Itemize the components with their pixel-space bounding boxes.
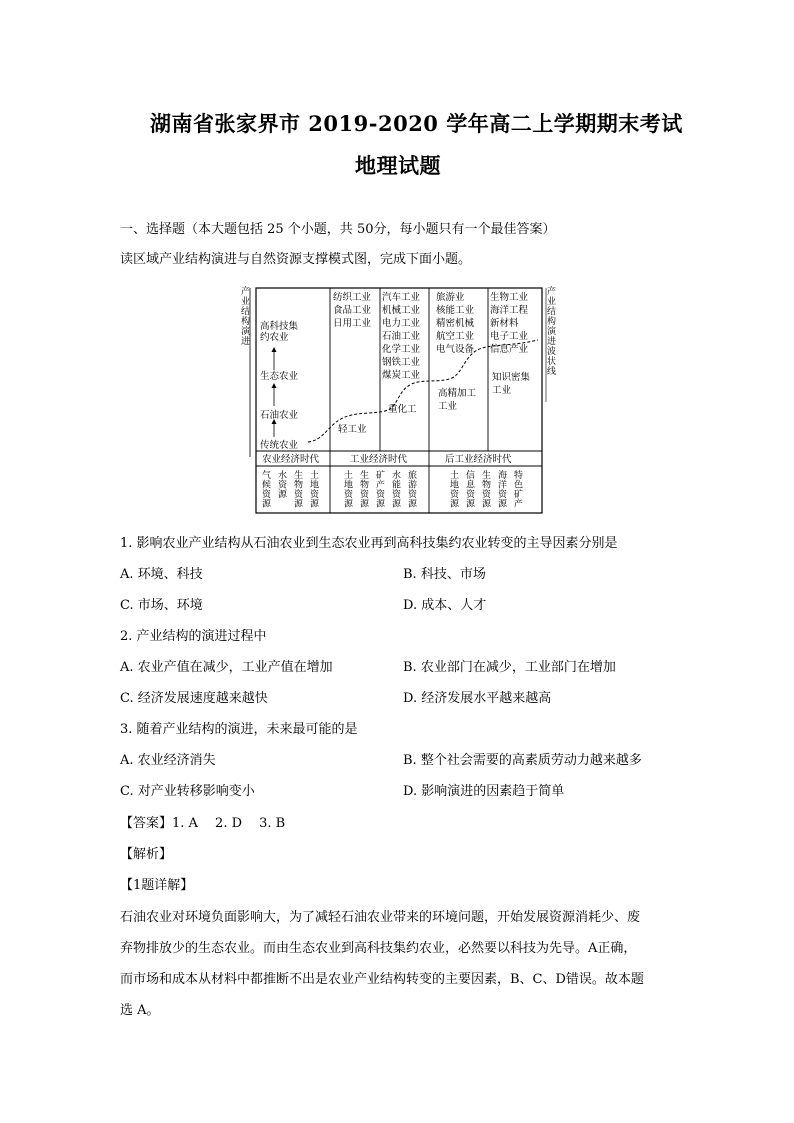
curve-label-knowledge-2: 工业: [492, 385, 512, 396]
resource-industry-1: 土地资源: [344, 471, 354, 510]
page-subtitle: 地理试题: [355, 153, 441, 178]
resource-agri-4: 土地资源: [310, 471, 320, 510]
analysis-line-2: 弃物排放少的生态农业。而由生态农业到高科技集约农业，必然要以科技为先导。A正确，: [120, 941, 637, 956]
question-2-option-c: C. 经济发展速度越来越快: [120, 691, 268, 706]
era-agri: 农业经济时代: [262, 454, 320, 465]
resource-post-1: 土地资源: [450, 471, 460, 510]
knowledge-industry-1: 生物工业: [490, 292, 529, 303]
question-3-stem: 3. 随着产业结构的演进，未来最可能的是: [120, 722, 358, 737]
left-axis-text: 产业结构演进: [241, 287, 251, 347]
agri-stage-oil: 石油农业: [260, 410, 299, 421]
curve-label-light: 轻工业: [338, 424, 367, 435]
analysis-label: 【解析】: [120, 847, 173, 862]
curve-label-fine-2: 工业: [438, 401, 458, 412]
agri-stage-high-tech-1: 高科技集: [260, 321, 299, 332]
advanced-industry-5: 电气设备: [436, 344, 475, 355]
advanced-industry-4: 航空工业: [436, 331, 475, 342]
knowledge-industry-3: 新材料: [490, 318, 519, 329]
curve-label-fine-1: 高精加工: [438, 388, 477, 399]
heavy-industry-3: 电力工业: [382, 318, 421, 329]
question-3-option-d: D. 影响演进的因素趋于简单: [403, 784, 565, 799]
resource-agri-3: 生物资源: [294, 471, 304, 510]
question-2-option-b: B. 农业部门在减少，工业部门在增加: [403, 660, 616, 675]
question-1-option-c: C. 市场、环境: [120, 598, 203, 613]
era-industry: 工业经济时代: [350, 454, 408, 465]
question-1-option-a: A. 环境、科技: [120, 567, 203, 582]
agri-stage-traditional: 传统农业: [260, 440, 299, 451]
resource-post-2: 信息资源: [466, 471, 476, 510]
advanced-industry-3: 精密机械: [436, 318, 475, 329]
resource-industry-4: 水能资源: [392, 471, 402, 510]
knowledge-industry-2: 海洋工程: [490, 305, 529, 316]
analysis-line-3: 而市场和成本从材料中都推断不出是农业产业结构转变的主要因素，B、C、D错误。故本题: [120, 972, 644, 987]
left-axis-label: [241, 285, 251, 347]
industry-structure-diagram: [238, 282, 556, 518]
question-1-option-d: D. 成本、人才: [403, 598, 487, 613]
question-1-option-b: B. 科技、市场: [403, 567, 486, 582]
heavy-industry-1: 汽车工业: [382, 292, 421, 303]
question-3-option-b: B. 整个社会需要的高素质劳动力越来越多: [403, 753, 642, 768]
analysis-line-4: 选 A。: [120, 1003, 160, 1018]
q1-analysis-label: 【1题详解】: [120, 878, 194, 893]
question-3-option-a: A. 农业经济消失: [120, 753, 216, 768]
resource-post-5: 特色矿产: [514, 471, 524, 510]
resources-agri: [262, 469, 320, 510]
resource-agri-2: 水资源: [278, 471, 288, 500]
heavy-industry-6: 钢铁工业: [382, 357, 421, 368]
question-2-stem: 2. 产业结构的演进过程中: [120, 629, 267, 644]
section-heading: 一、选择题（本大题包括 25 个小题，共 50分，每小题只有一个最佳答案）: [120, 222, 556, 237]
resource-post-3: 生物资源: [482, 471, 492, 510]
resource-post-4: 海洋资源: [498, 471, 508, 510]
heavy-industry-2: 机械工业: [382, 305, 421, 316]
question-3-option-c: C. 对产业转移影响变小: [120, 784, 255, 799]
agri-stage-high-tech-2: 约农业: [260, 332, 289, 343]
heavy-industry-5: 化学工业: [382, 344, 421, 355]
resource-industry-2: 生物资源: [360, 471, 370, 510]
era-post-industry: 后工业经济时代: [445, 454, 512, 465]
light-industry-2: 食品工业: [333, 305, 372, 316]
light-industry-3: 日用工业: [333, 318, 372, 329]
curve-label-heavy: 重化工: [388, 404, 417, 415]
advanced-industry-2: 核能工业: [436, 305, 475, 316]
heavy-industry-4: 石油工业: [382, 331, 421, 342]
analysis-line-1: 石油农业对环境负面影响大，为了减轻石油农业带来的环境问题，开始发展资源消耗少、废: [120, 910, 641, 925]
light-industry-1: 纺织工业: [333, 292, 372, 303]
curve-label-knowledge-1: 知识密集: [492, 372, 531, 383]
resources-post: [450, 469, 523, 510]
right-axis-text: 产业结构演进波状线: [547, 287, 556, 377]
resources-industry: [344, 469, 418, 510]
advanced-industry-1: 旅游业: [436, 292, 465, 303]
resource-industry-5: 旅游资源: [408, 471, 418, 510]
knowledge-industry-4: 电子工业: [490, 331, 529, 342]
question-2-option-a: A. 农业产值在减少，工业产值在增加: [120, 660, 333, 675]
question-1-stem: 1. 影响农业产业结构从石油农业到生态农业再到高科技集约农业转变的主导因素分别是: [120, 536, 618, 551]
agri-stage-eco: 生态农业: [260, 371, 299, 382]
knowledge-industry-5: 信息产业: [490, 344, 529, 355]
resource-agri-1: 气候资源: [262, 471, 272, 510]
right-axis-label: [547, 285, 556, 377]
resource-industry-3: 矿产资源: [376, 471, 386, 510]
section-intro: 读区域产业结构演进与自然资源支撑模式图，完成下面小题。: [120, 252, 472, 267]
page-title: 湖南省张家界市 2019-2020 学年高二上学期期末考试: [150, 111, 683, 136]
heavy-industry-7: 煤炭工业: [382, 370, 421, 381]
answer-line: 【答案】1. A 2. D 3. B: [120, 816, 286, 831]
question-2-option-d: D. 经济发展水平越来越高: [403, 691, 552, 706]
